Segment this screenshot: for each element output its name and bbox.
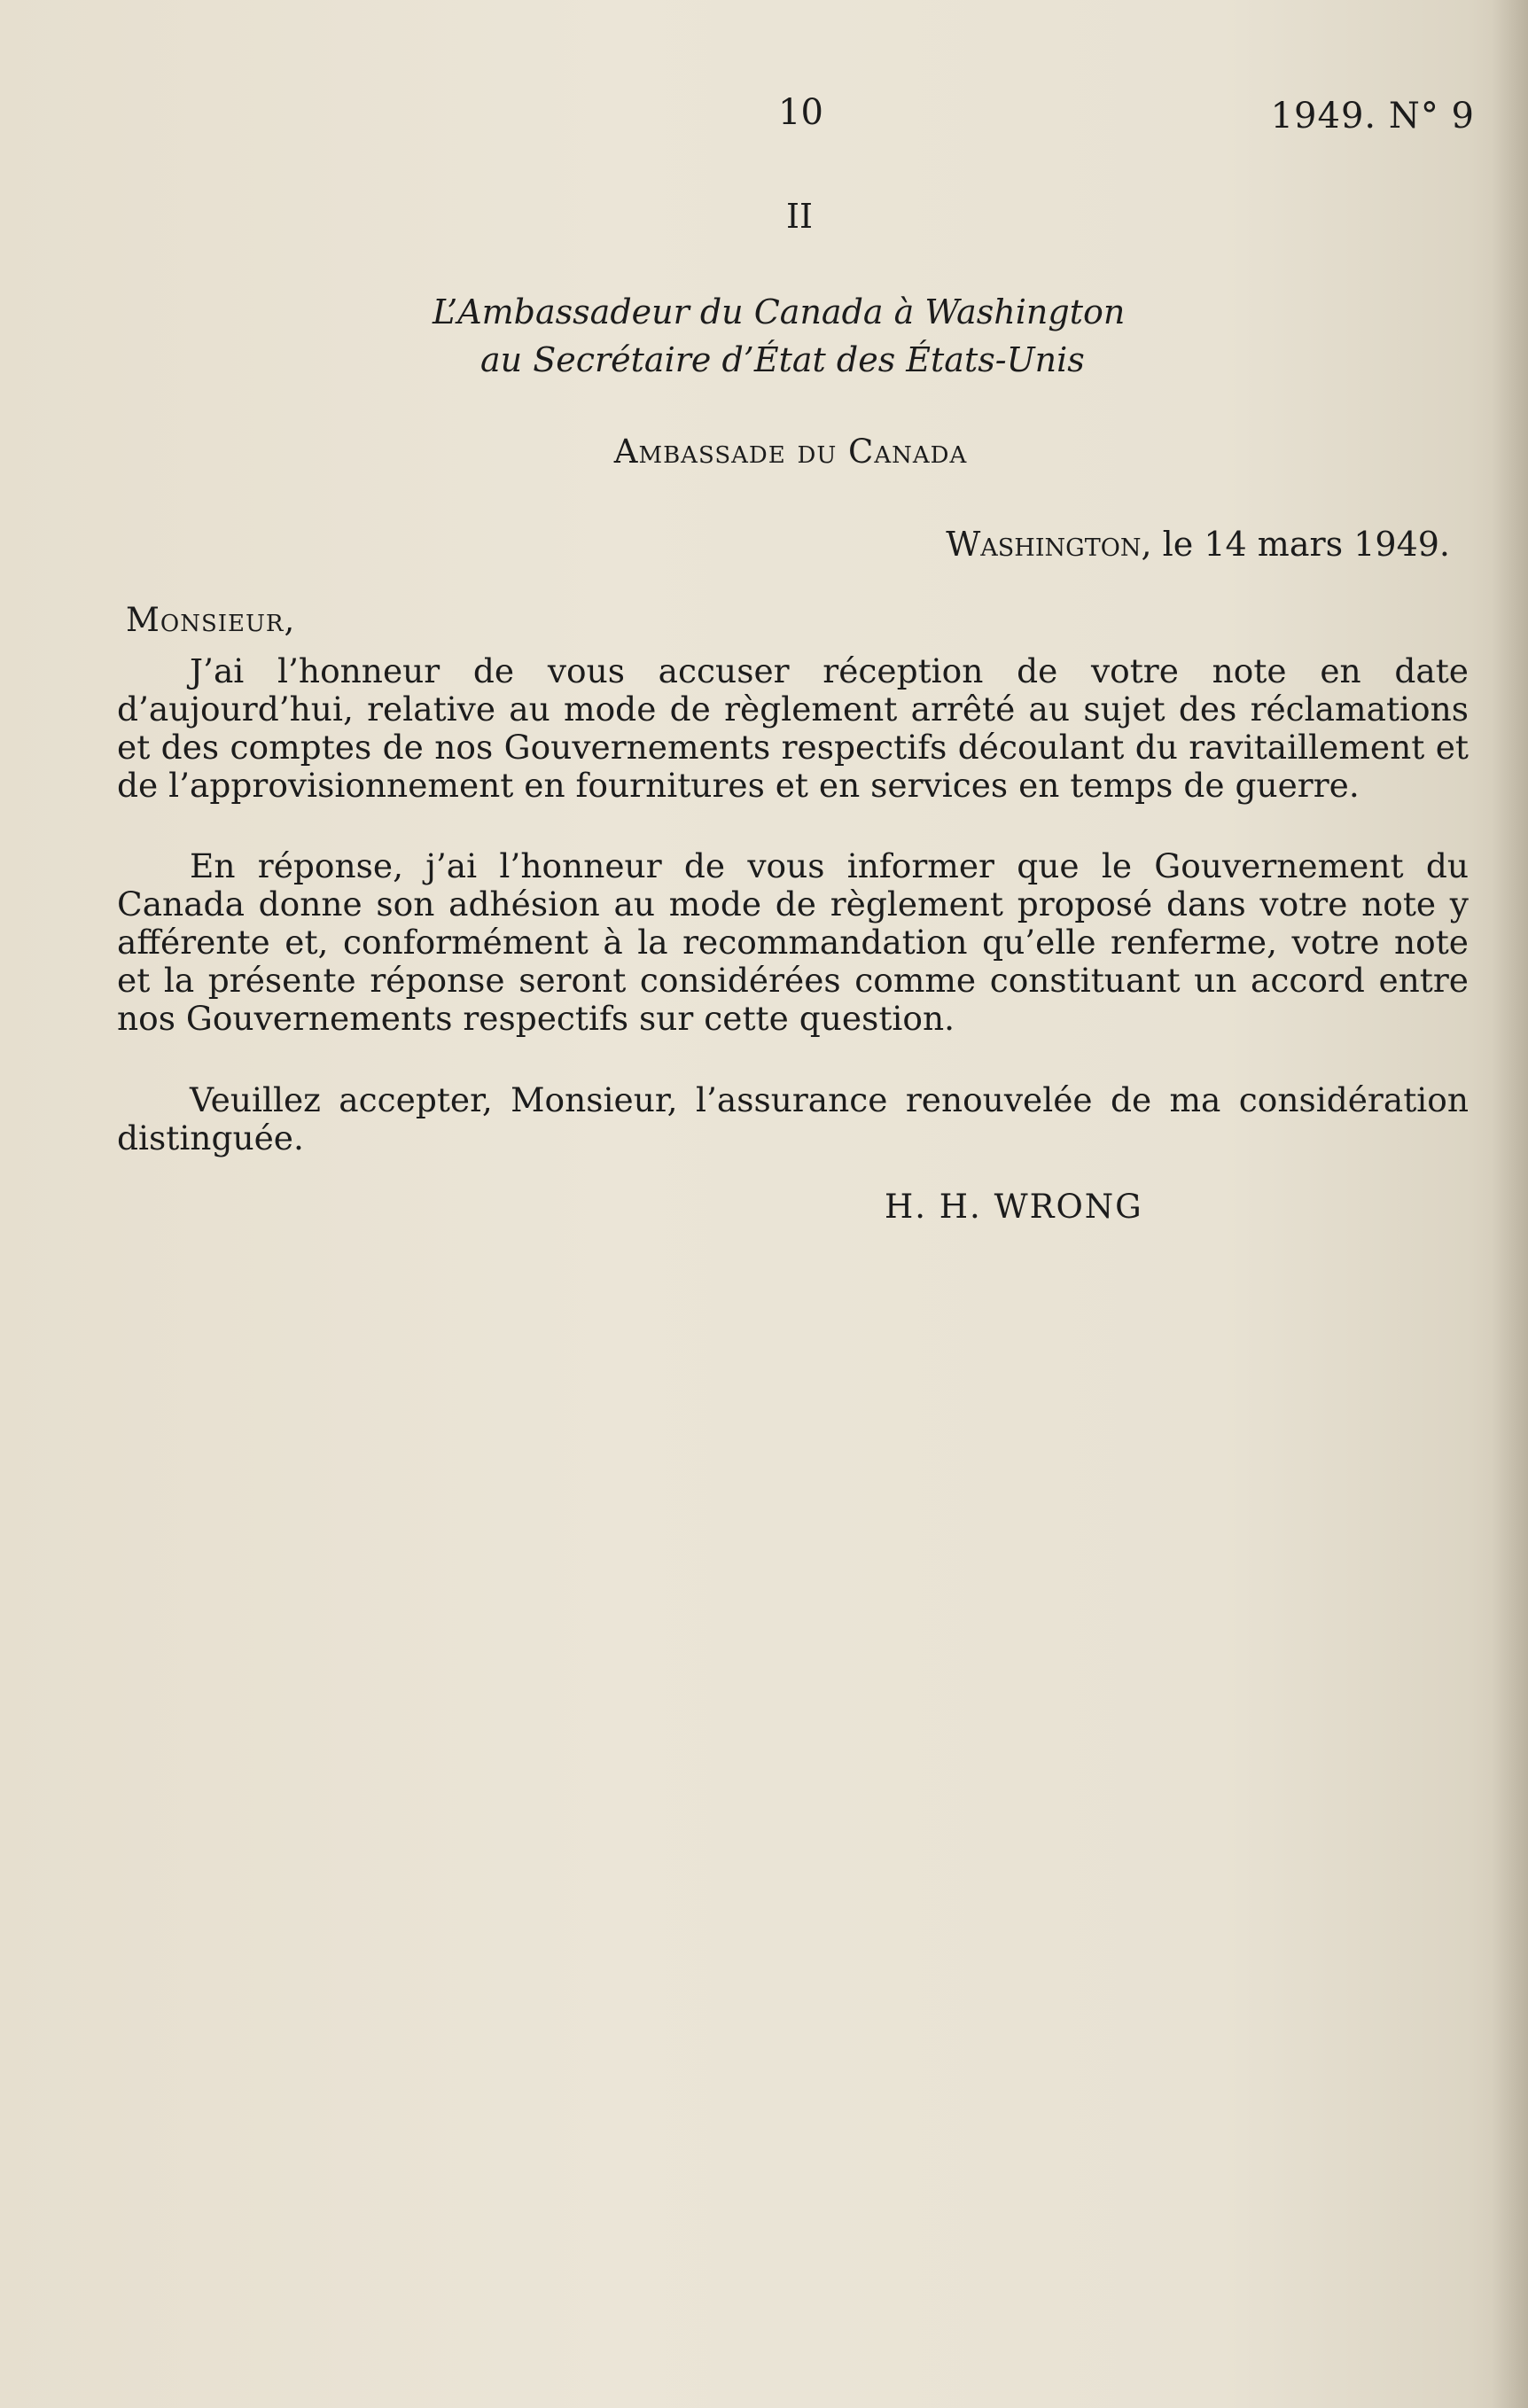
heading-recipient: au Secrétaire d’État des États-Unis <box>480 340 1085 379</box>
paragraph-2: En réponse, j’ai l’honneur de vous informer que le Gouvernement du Canada donne son adhésion au mode de règlement proposé dans votre note y afférente et, conformément à la recommandation qu’elle renferme, votre note et la présente réponse seront considérées comme constituant un accord entre nos Gouvernements respectifs sur cette question. <box>117 846 1469 1038</box>
salutation: Monsieur, <box>126 601 296 639</box>
date: le 14 mars 1949. <box>1151 525 1450 564</box>
signature: H. H. WRONG <box>885 1188 1143 1226</box>
heading-sender: L’Ambassadeur du Canada à Washington <box>433 292 1126 331</box>
page-number: 10 <box>778 92 823 133</box>
paragraph-3: Veuillez accepter, Monsieur, l’assurance renouvelée de ma considération distinguée. <box>117 1080 1469 1157</box>
year-and-number: 1949. N° 9 <box>1270 96 1475 136</box>
section-numeral: II <box>785 197 814 236</box>
place: Washington, <box>946 525 1152 564</box>
page-edge-shadow <box>1493 0 1528 2408</box>
embassy-name: Ambassade du Canada <box>613 433 968 471</box>
paragraph-1: J’ai l’honneur de vous accuser réception de votre note en date d’aujourd’hui, relative au mode de règlement arrêté au sujet des réclamations et des comptes de nos Gouvernements respectifs découlant du ravitaillement et de l’approvisionnement en fournitures et en services en temps de guerre. <box>117 651 1469 805</box>
place-and-date <box>946 525 1450 564</box>
